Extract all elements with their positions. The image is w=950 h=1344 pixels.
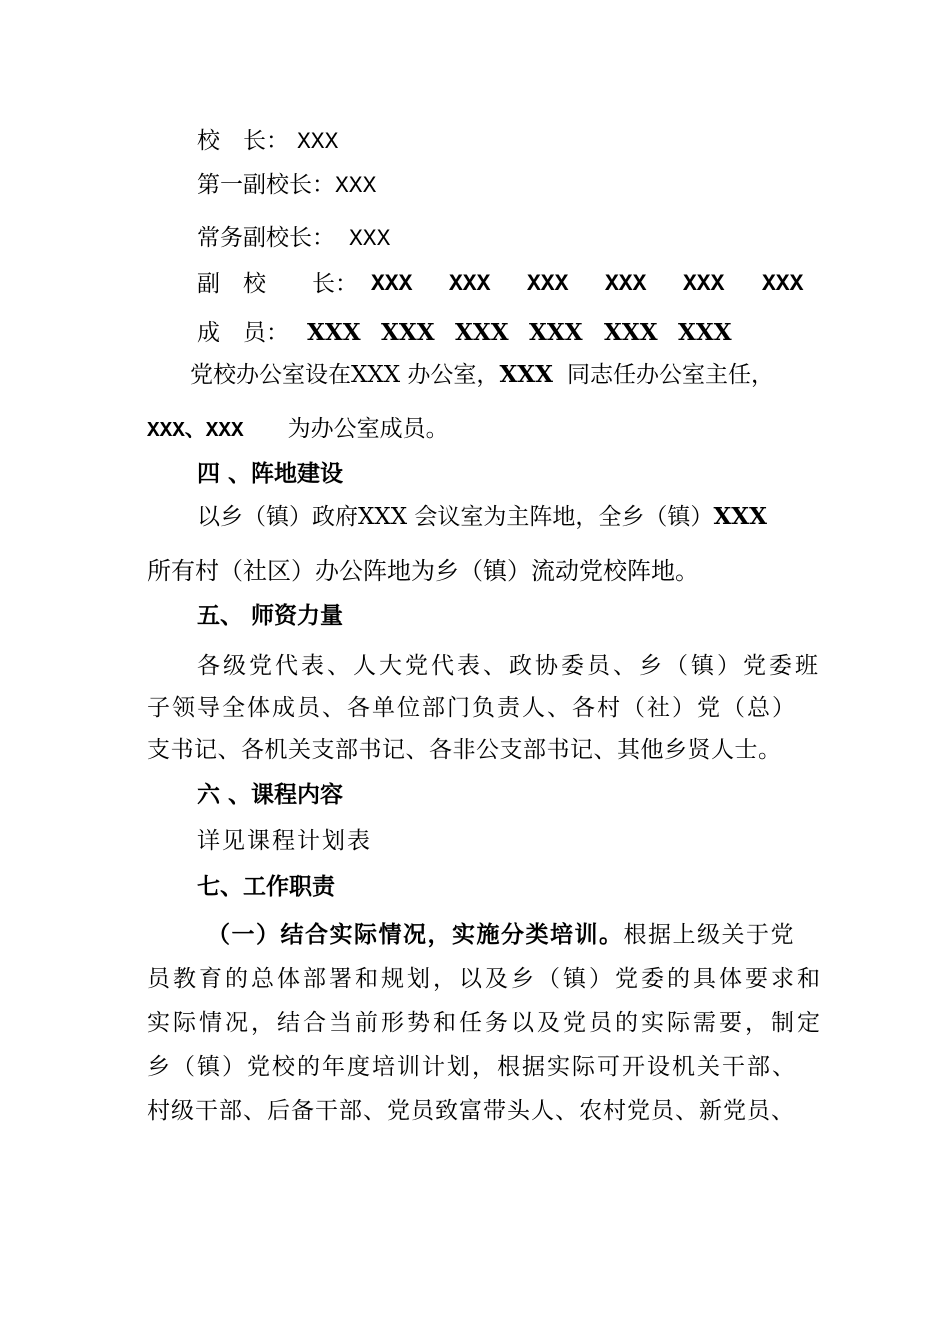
s7-p1-line-2: 员教育的总体部署和规划，以及乡（镇）党委的具体要求和 — [147, 966, 823, 992]
s7-p1-heading: （一）结合实际情况，实施分类培训。 — [207, 921, 624, 948]
s7-p1-line-3: 实际情况，结合当前形势和任务以及党员的实际需要，制定 — [147, 1010, 823, 1036]
member-name: XXX — [307, 319, 361, 346]
s7-p1-line-1 — [207, 920, 795, 950]
exec-vice-value: XXX — [349, 226, 391, 252]
section-6-title: 六 、课程内容 — [197, 782, 344, 808]
first-vice-label: 第一副校长： — [197, 172, 335, 198]
vice-line — [197, 269, 817, 299]
office-line-2 — [147, 414, 449, 447]
member-name: XXX — [455, 319, 509, 346]
member-name: XXX — [604, 319, 658, 346]
vice-label: 副 校 长： — [197, 271, 358, 297]
s4-bold-name: XXX — [713, 503, 767, 530]
s5-line-2: 子领导全体成员、各单位部门负责人、各村（社）党（总） — [147, 695, 797, 721]
office-director: XXX — [499, 361, 553, 388]
office-text: 同志任办公室主任， — [566, 362, 774, 388]
s6-line-1: 详见课程计划表 — [197, 828, 372, 854]
exec-vice-label: 常务副校长： — [197, 225, 335, 251]
member-name: XXX — [381, 319, 435, 346]
s7-p1-line-4: 乡（镇）党校的年度培训计划，根据实际可开设机关干部、 — [147, 1054, 797, 1080]
office-text: 党校办公室设在XXX 办公室， — [190, 362, 500, 388]
member-name: XXX — [678, 319, 732, 346]
vice-name: XXX — [371, 271, 413, 297]
vice-name: XXX — [449, 271, 491, 297]
s5-line-3: 支书记、各机关支部书记、各非公支部书记、其他乡贤人士。 — [147, 737, 782, 763]
vice-name: XXX — [605, 271, 647, 297]
vice-name: XXX — [762, 271, 804, 297]
s4-text: 以乡（镇）政府XXX 会议室为主阵地，全乡（镇） — [197, 504, 714, 530]
s7-p1-text: 根据上级关于党 — [623, 922, 795, 948]
principal-value: XXX — [297, 129, 339, 155]
first-vice-line — [197, 170, 376, 201]
s4-line-2: 所有村（社区）办公阵地为乡（镇）流动党校阵地。 — [147, 557, 699, 585]
first-vice-value: XXX — [335, 173, 377, 199]
s5-line-1: 各级党代表、人大党代表、政协委员、乡（镇）党委班 — [197, 653, 821, 679]
office-members: XXX、XXX — [147, 420, 244, 443]
members-label: 成 员： — [197, 320, 289, 346]
members-line — [197, 318, 817, 348]
section-5-title: 五、 师资力量 — [197, 603, 344, 629]
s7-p1-line-5: 村级干部、后备干部、党员致富带头人、农村党员、新党员、 — [147, 1098, 795, 1124]
office-line-1 — [190, 360, 812, 390]
exec-vice-line — [197, 223, 390, 254]
s4-line-1 — [197, 502, 767, 532]
section-7-title: 七、工作职责 — [197, 874, 335, 900]
principal-line — [197, 126, 338, 157]
principal-label: 校 长： — [197, 128, 289, 154]
vice-name: XXX — [683, 271, 725, 297]
vice-name: XXX — [527, 271, 569, 297]
office-text: 为办公室成员。 — [287, 416, 449, 442]
section-4-title: 四 、阵地建设 — [197, 461, 344, 487]
member-name: XXX — [529, 319, 583, 346]
